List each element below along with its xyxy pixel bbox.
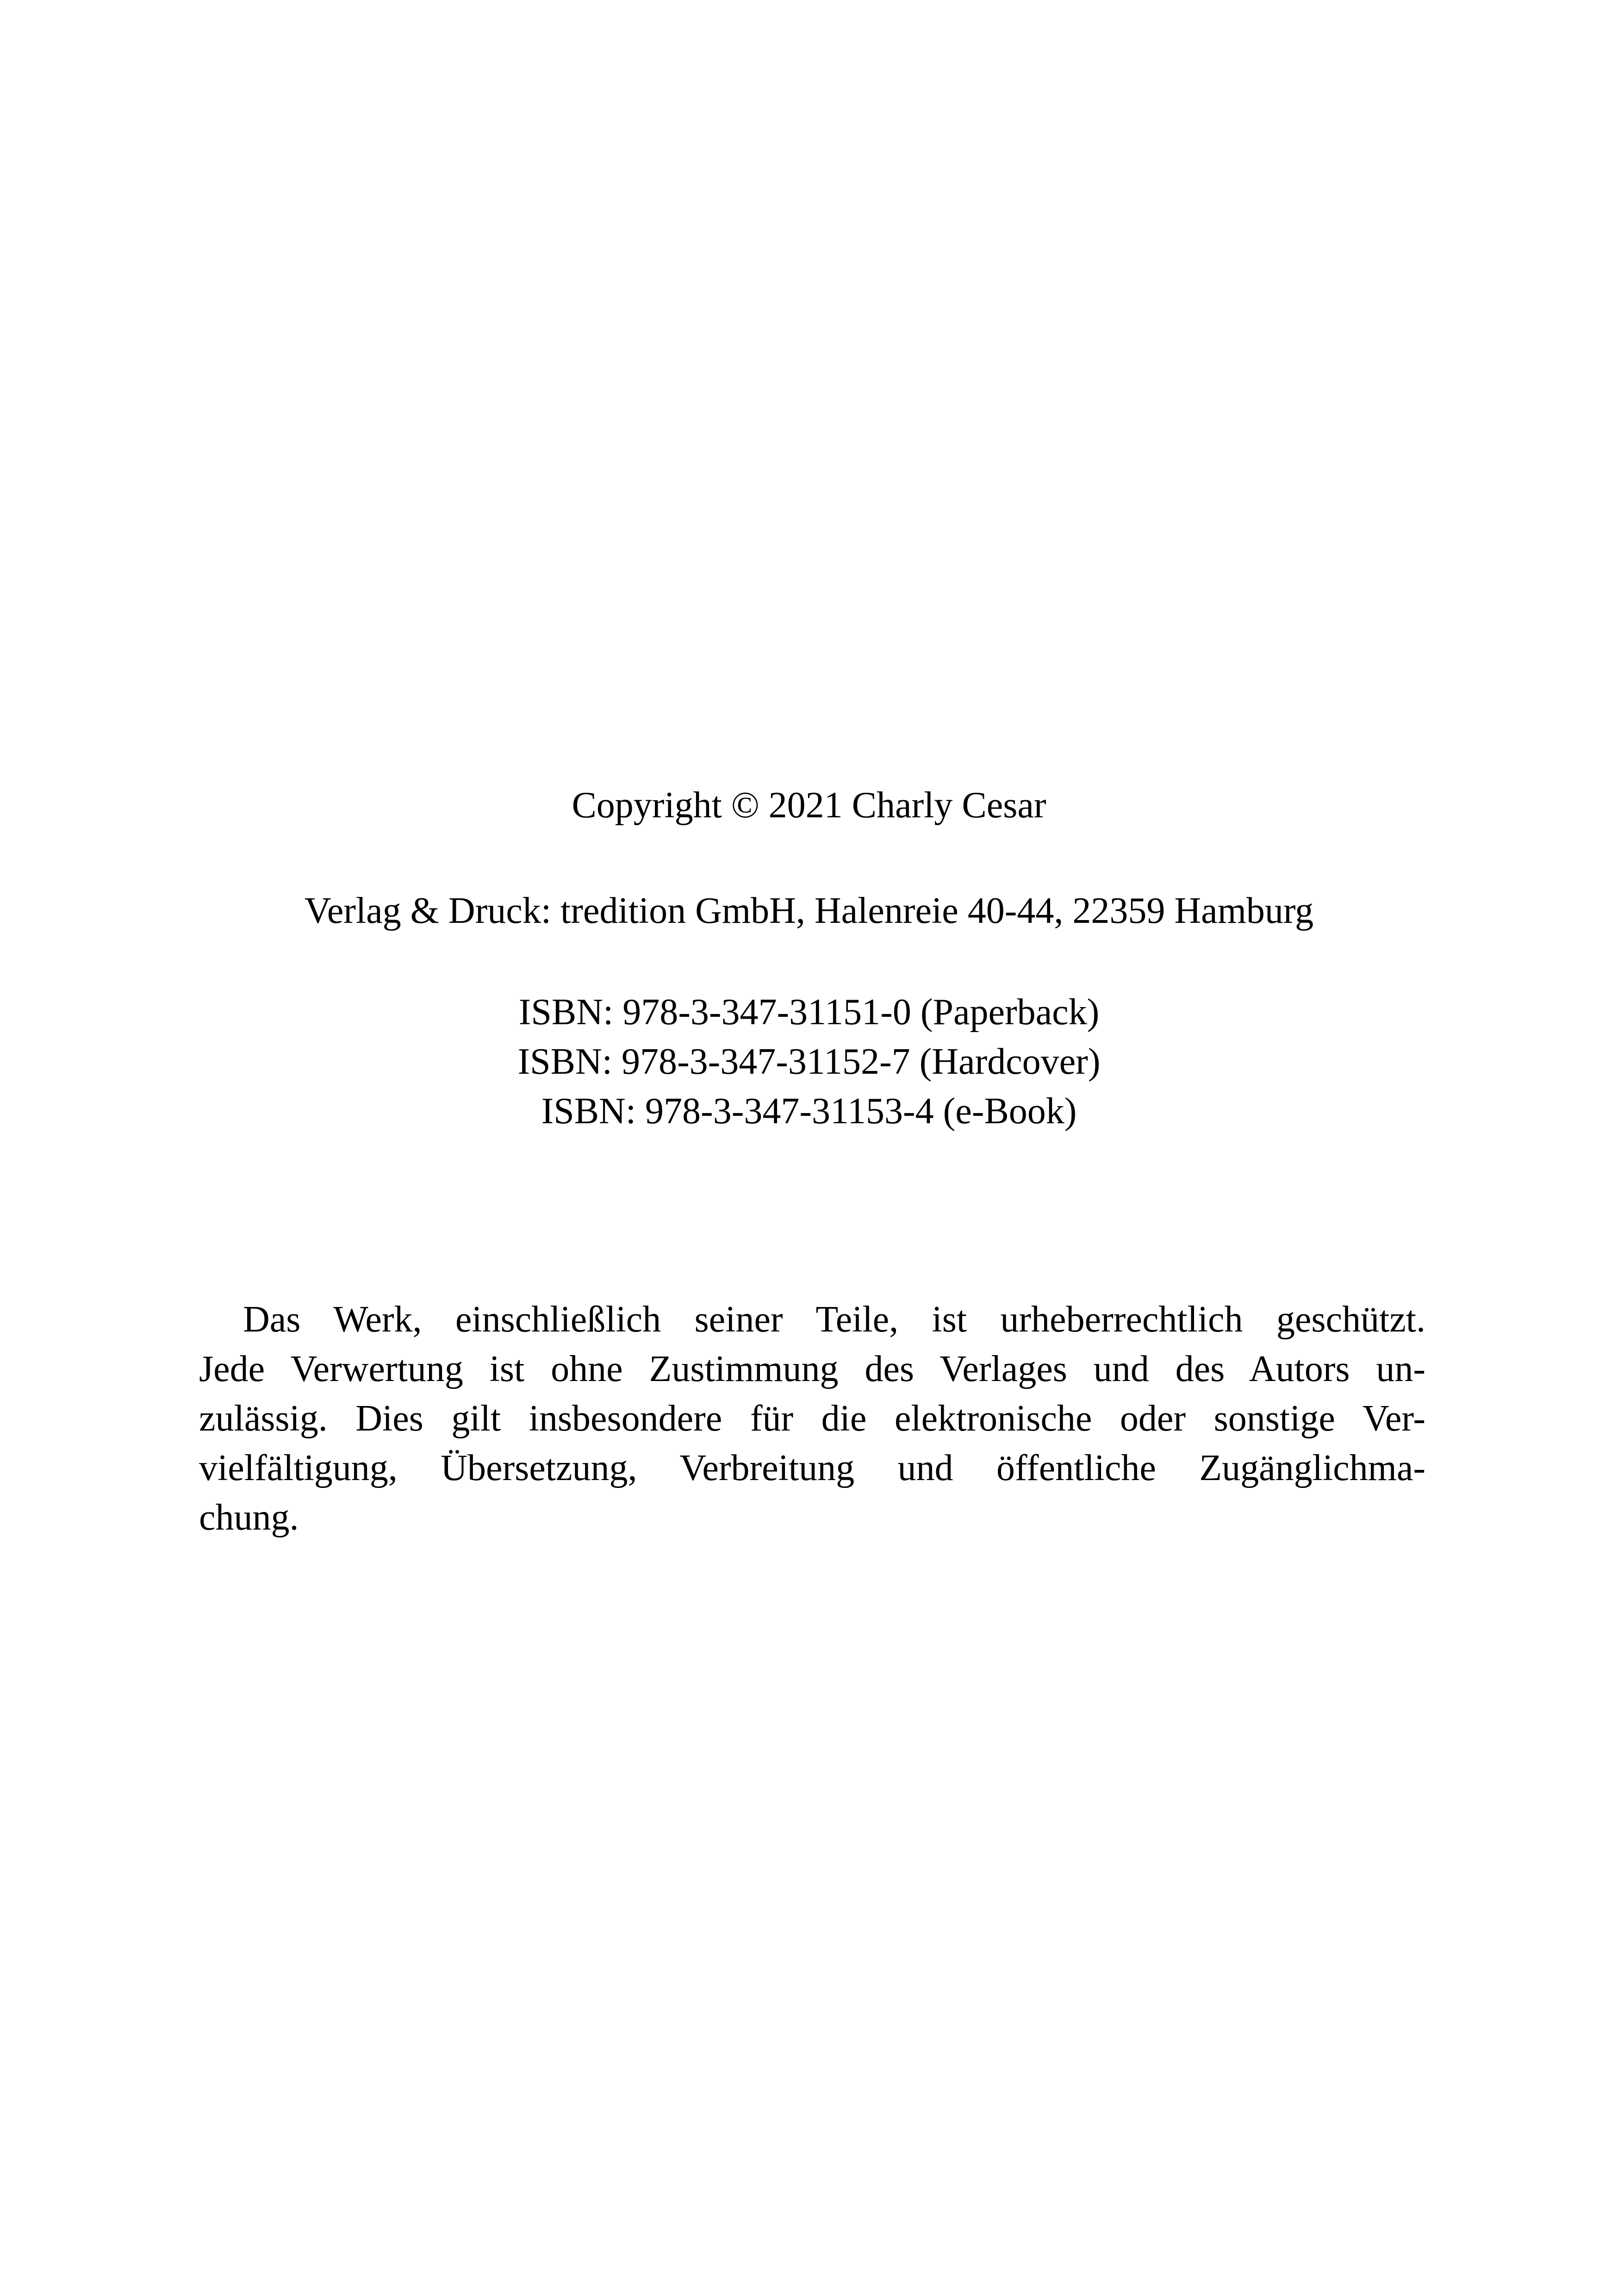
- notice-line: Das Werk, einschließlich seiner Teile, ist urheberrechtlich geschützt.: [243, 1299, 1425, 1340]
- isbn-hardcover: ISBN: 978-3-347-31152-7 (Hardcover): [517, 1041, 1101, 1082]
- publisher-line: Verlag & Druck: tredition GmbH, Halenreie 40-44, 22359 Hamburg: [304, 890, 1314, 931]
- notice-line: Jede Verwertung ist ohne Zustimmung des Verlages und des Autors un-: [199, 1349, 1425, 1389]
- notice-line: zulässig. Dies gilt insbesondere für die elektronische oder sonstige Ver-: [199, 1398, 1425, 1439]
- notice-line: vielfältigung, Übersetzung, Verbreitung und öffentliche Zugänglichma-: [199, 1448, 1425, 1488]
- isbn-ebook: ISBN: 978-3-347-31153-4 (e-Book): [541, 1091, 1077, 1132]
- copyright-notice: [199, 1295, 1425, 1543]
- notice-line: chung.: [199, 1497, 299, 1538]
- copyright-line: Copyright © 2021 Charly Cesar: [572, 785, 1046, 826]
- isbn-paperback: ISBN: 978-3-347-31151-0 (Paperback): [518, 992, 1100, 1033]
